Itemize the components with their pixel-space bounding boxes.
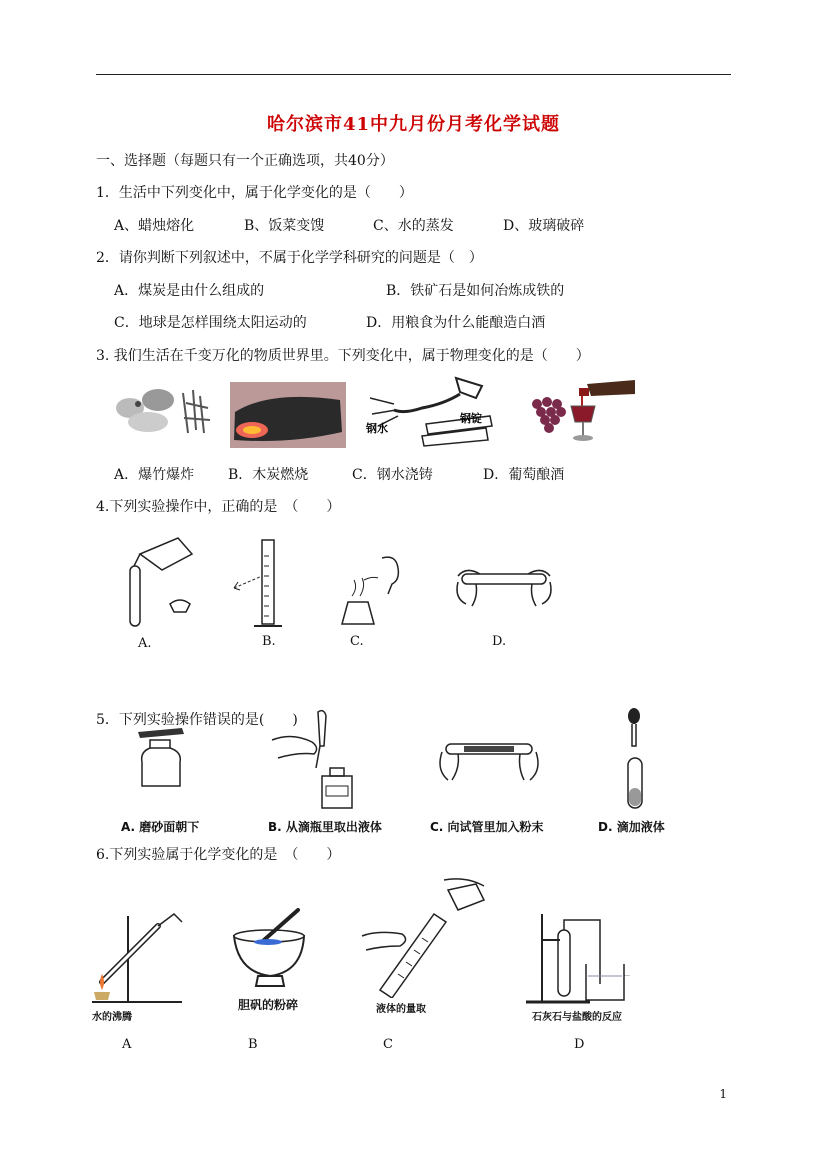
svg-text:…: … <box>624 971 630 978</box>
steel-ingot-label: 钢锭 <box>460 412 482 425</box>
molten-steel-label: 钢水 <box>366 422 388 435</box>
jar-lid-image <box>136 726 186 792</box>
pouring-liquid-image <box>122 532 198 632</box>
q1-option-b: B、饭菜变馊 <box>244 218 325 234</box>
q3-option-b: B．木炭燃烧 <box>228 467 309 483</box>
q2-option-b: B．铁矿石是如何冶炼成铁的 <box>386 283 565 299</box>
firecracker-image <box>108 378 220 440</box>
steel-casting-image <box>364 374 496 452</box>
holding-test-tube-image <box>452 562 556 608</box>
adding-liquid-image <box>618 706 658 814</box>
grape-wine-image <box>527 378 637 446</box>
q6-caption-d: 石灰石与盐酸的反应 <box>532 1012 622 1023</box>
q4-label-c: C. <box>350 634 364 649</box>
page-title: 哈尔滨市41中九月份月考化学试题 <box>266 114 561 135</box>
q5-caption-d: D. 滴加液体 <box>598 820 665 834</box>
q4-label-b: B. <box>262 634 276 649</box>
q1-option-a: A、蜡烛熔化 <box>114 218 195 234</box>
mortar-grinding-image <box>228 906 310 990</box>
limestone-acid-image <box>520 910 650 1006</box>
graduated-cylinder-image <box>228 536 288 634</box>
q6-label-b: B <box>248 1037 258 1052</box>
q3-option-a: A．爆竹爆炸 <box>114 467 195 483</box>
smelling-gas-image <box>334 550 408 630</box>
q3-stem: 3. 我们生活在千变万化的物质世界里。下列变化中，属于物理变化的是（ ） <box>96 348 590 364</box>
q2-option-c: C．地球是怎样围绕太阳运动的 <box>114 315 307 331</box>
section-heading: 一、选择题（每题只有一个正确选项，共40分） <box>96 153 394 169</box>
q4-label-a: A. <box>138 636 152 651</box>
q6-label-a: A <box>122 1037 132 1052</box>
q5-caption-c: C. 向试管里加入粉末 <box>430 820 544 834</box>
q4-label-d: D. <box>492 634 507 649</box>
q2-option-d: D．用粮食为什么能酿造白酒 <box>366 315 546 331</box>
q6-caption-b: 胆矾的粉碎 <box>238 998 299 1012</box>
q2-stem: 2．请你判断下列叙述中，不属于化学学科研究的问题是（ ） <box>96 250 483 266</box>
water-boiling-image <box>88 906 186 1006</box>
q6-label-c: C <box>383 1037 393 1052</box>
q4-stem: 4.下列实验操作中，正确的是 （ ） <box>96 499 341 515</box>
burning-charcoal-image <box>230 382 346 448</box>
q6-stem: 6.下列实验属于化学变化的是 （ ） <box>96 847 341 863</box>
q5-caption-a: A. 磨砂面朝下 <box>121 820 200 834</box>
top-rule <box>96 74 731 75</box>
q3-option-c: C．钢水浇铸 <box>352 467 433 483</box>
page-number: 1 <box>719 1087 727 1101</box>
q6-caption-c: 液体的量取 <box>376 1004 426 1015</box>
q6-caption-a: 水的沸腾 <box>92 1012 132 1023</box>
q5-stem: 5．下列实验操作错误的是( ) <box>96 712 298 728</box>
dropper-bottle-image <box>268 706 358 810</box>
q6-label-d: D <box>574 1037 585 1052</box>
measuring-liquid-image <box>358 876 488 998</box>
q1-option-c: C、水的蒸发 <box>373 218 454 234</box>
q1-option-d: D、玻璃破碎 <box>503 218 585 234</box>
q2-option-a: A．煤炭是由什么组成的 <box>114 283 265 299</box>
q1-stem: 1．生活中下列变化中，属于化学变化的是（ ） <box>96 185 413 201</box>
q3-option-d: D．葡萄酿酒 <box>483 467 565 483</box>
powder-test-tube-image <box>434 734 544 784</box>
q5-caption-b: B. 从滴瓶里取出液体 <box>268 820 382 834</box>
